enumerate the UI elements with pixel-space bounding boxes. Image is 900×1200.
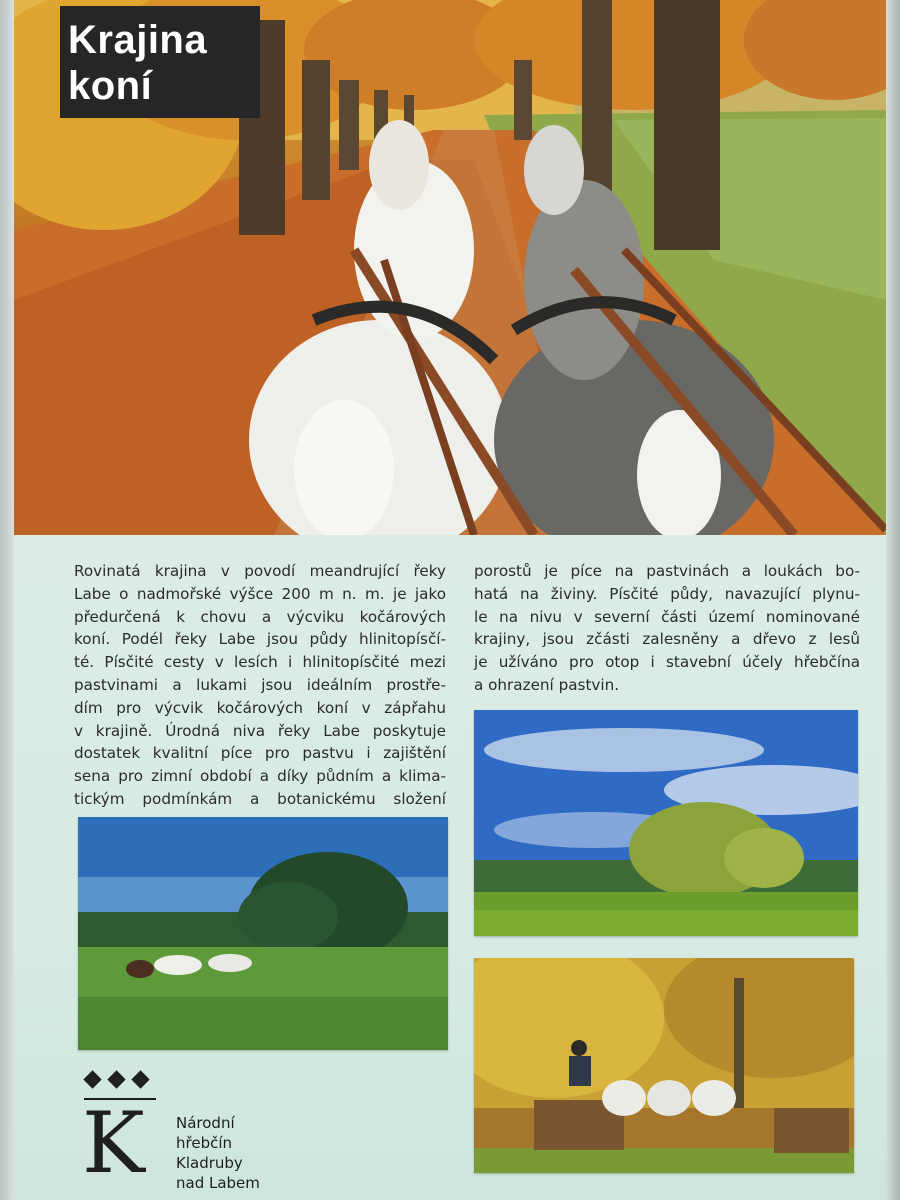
- text-column-right: [474, 560, 860, 697]
- photo-meadow-trees: [474, 710, 858, 936]
- text-line: předurčená k chovu a výcviku kočárových: [74, 607, 446, 626]
- logo-text-line: Národní: [176, 1114, 235, 1132]
- text-line: pastvinami a lukami jsou ideálním prostře-: [74, 675, 446, 694]
- meadow-sky-illustration: [474, 710, 858, 936]
- text-line: hatá na živiny. Písčité půdy, navazující plynu-: [474, 584, 860, 603]
- logo-letter: K: [82, 1094, 145, 1192]
- logo-text-line: hřebčín: [176, 1134, 233, 1152]
- text-line: krajiny, jsou zčásti zalesněny a dřevo z lesů: [474, 630, 860, 649]
- title-line-2: koní: [68, 64, 153, 108]
- hero-photo: [14, 0, 886, 535]
- text-line: je užíváno pro otop i stavební účely hřebčína: [474, 653, 860, 672]
- text-line: Rovinatá krajina v povodí meandrující řeky: [74, 562, 446, 580]
- logo-text-line: nad Labem: [176, 1174, 260, 1192]
- diamond-icon: [131, 1070, 149, 1088]
- content-panel: [14, 535, 886, 1200]
- text-column-left: [74, 560, 446, 811]
- text-line: porostů je píce na pastvinách a loukách bo-: [474, 562, 860, 580]
- photo-carriage-autumn: [474, 958, 854, 1173]
- panel-edge-right: [886, 0, 900, 1200]
- text-line: le na nivu v severní části území nominované: [474, 607, 860, 626]
- title-line-1: Krajina: [68, 18, 208, 62]
- text-line: v krajině. Úrodná niva řeky Labe poskytuje: [74, 721, 446, 740]
- text-line: koní. Podél řeky Labe jsou půdy hlinitopísčí-: [74, 630, 446, 649]
- logo-text: [176, 1113, 260, 1193]
- photo-horses-grazing: [78, 817, 448, 1050]
- text-line: tickým podmínkám a botanickému složení: [74, 789, 446, 808]
- text-line: Labe o nadmořské výšce 200 m n. m. je jako: [74, 584, 446, 603]
- logo-text-line: Kladruby: [176, 1154, 243, 1172]
- kladruby-logo: [78, 1065, 318, 1195]
- pasture-oak-illustration: [78, 817, 448, 1050]
- text-line: dostatek kvalitní píce pro pastvu i zajištění: [74, 744, 446, 763]
- text-line: té. Písčité cesty v lesích i hlinitopísčité mezi: [74, 653, 446, 672]
- diamond-icon: [83, 1070, 101, 1088]
- text-line: sena pro zimní období a díky půdním a klima-: [74, 767, 446, 786]
- title-box: [60, 6, 260, 118]
- text-line: dím pro výcvik kočárových koní v zápřahu: [74, 698, 446, 717]
- carriage-autumn-illustration: [474, 958, 854, 1173]
- diamond-icon: [107, 1070, 125, 1088]
- text-line: a ohrazení pastvin.: [474, 675, 620, 694]
